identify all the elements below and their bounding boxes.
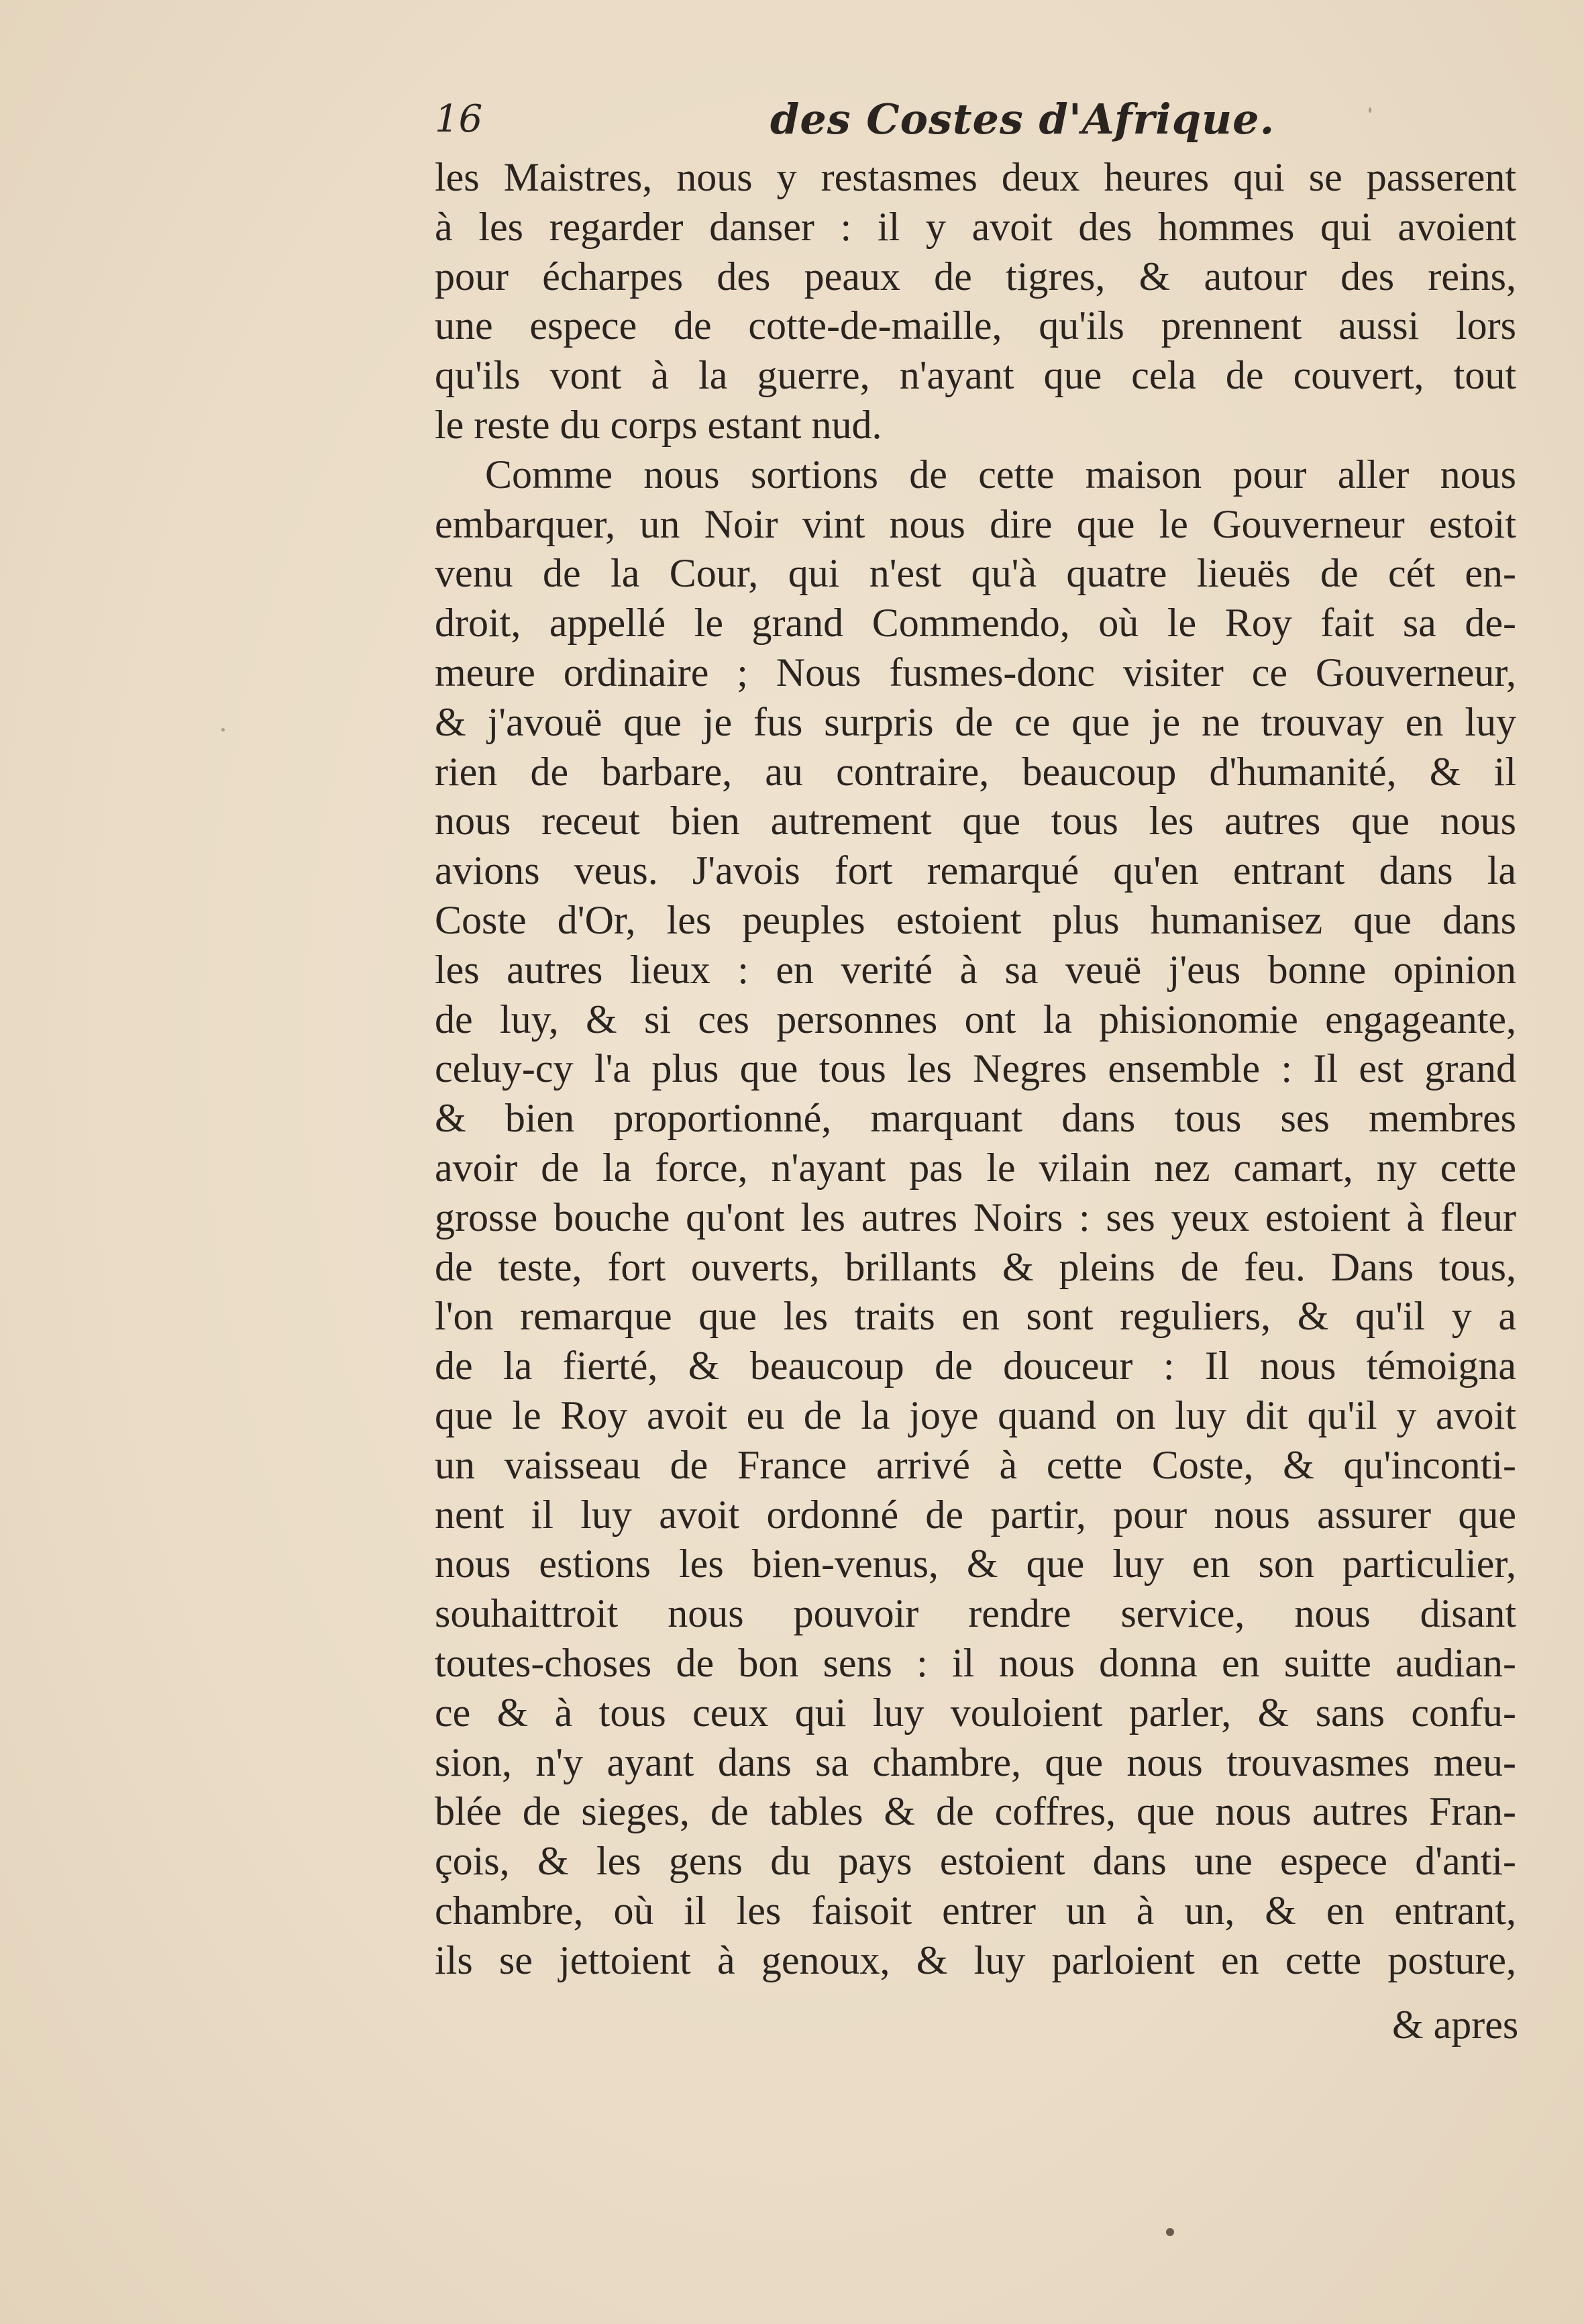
- text-line: toutes-choses de bon sens : il nous donna en suitte audian-: [435, 1640, 1516, 1685]
- text-line: que le Roy avoit eu de la joye quand on luy dit qu'il y avoit: [435, 1393, 1516, 1437]
- paper-speck: [1369, 107, 1371, 113]
- text-line: avions veus. J'avois fort remarqué qu'en entrant dans la: [435, 848, 1516, 893]
- text-line: un vaisseau de France arrivé à cette Coste, & qu'inconti-: [435, 1442, 1516, 1487]
- text-line: droit, appellé le grand Commendo, où le Roy fait sa de-: [435, 601, 1516, 646]
- paper-speck: [1166, 2228, 1174, 2236]
- text-line: blée de sieges, de tables & de coffres, que nous autres Fran-: [435, 1789, 1516, 1834]
- text-line: qu'ils vont à la guerre, n'ayant que cela de couvert, tout: [435, 353, 1516, 398]
- text-line: venu de la Cour, qui n'est qu'à quatre lieuës de cét en-: [435, 551, 1516, 596]
- text-line: nous estions les bien-venus, & que luy en son particulier,: [435, 1542, 1516, 1586]
- catchword: & apres: [1392, 2003, 1519, 2047]
- text-line: & bien proportionné, marquant dans tous ses membres: [435, 1096, 1516, 1141]
- text-line: meure ordinaire ; Nous fusmes-donc visiter ce Gouverneur,: [435, 650, 1516, 695]
- text-line: les autres lieux : en verité à sa veuë j'eus bonne opinion: [435, 947, 1516, 992]
- text-line: avoir de la force, n'ayant pas le vilain nez camart, ny cette: [435, 1145, 1516, 1190]
- text-line: & j'avouë que je fus surpris de ce que je ne trouvay en luy: [435, 699, 1516, 744]
- text-line: une espece de cotte-de-maille, qu'ils prennent aussi lors: [435, 303, 1516, 348]
- text-line: le reste du corps estant nud.: [435, 402, 882, 447]
- text-line: rien de barbare, au contraire, beaucoup d'humanité, & il: [435, 749, 1516, 794]
- text-line: embarquer, un Noir vint nous dire que le Gouverneur estoit: [435, 501, 1516, 546]
- text-line: Comme nous sortions de cette maison pour aller nous: [485, 452, 1516, 497]
- text-line: à les regarder danser : il y avoit des hommes qui avoient: [435, 204, 1516, 249]
- text-line: ce & à tous ceux qui luy vouloient parler, & sans confu-: [435, 1690, 1516, 1735]
- text-line: nous receut bien autrement que tous les autres que nous: [435, 799, 1516, 844]
- text-line: les Maistres, nous y restasmes deux heures qui se passerent: [435, 155, 1516, 199]
- page-header: [435, 93, 1516, 146]
- text-line: chambre, où il les faisoit entrer un à un, & en entrant,: [435, 1888, 1516, 1933]
- text-line: de la fierté, & beaucoup de douceur : Il nous témoigna: [435, 1344, 1516, 1388]
- text-line: çois, & les gens du pays estoient dans une espece d'anti-: [435, 1839, 1516, 1884]
- paper-speck: [221, 728, 225, 731]
- text-line: l'on remarque que les traits en sont reguliers, & qu'il y a: [435, 1294, 1516, 1339]
- text-line: souhaittroit nous pouvoir rendre service, nous disant: [435, 1591, 1516, 1636]
- text-line: ils se jettoient à genoux, & luy parloient en cette posture,: [435, 1937, 1516, 1982]
- text-line: sion, n'y ayant dans sa chambre, que nous trouvasmes meu-: [435, 1739, 1516, 1784]
- text-line: grosse bouche qu'ont les autres Noirs : ses yeux estoient à fleur: [435, 1195, 1516, 1240]
- text-line: celuy-cy l'a plus que tous les Negres ensemble : Il est grand: [435, 1046, 1516, 1091]
- running-title: des Costes d'Afrique.: [770, 95, 1275, 144]
- text-line: nent il luy avoit ordonné de partir, pour nous assurer que: [435, 1492, 1516, 1537]
- body-text: [435, 153, 1516, 1985]
- text-line: pour écharpes des peaux de tigres, & autour des reins,: [435, 254, 1516, 299]
- text-line: de luy, & si ces personnes ont la phisionomie engageante,: [435, 997, 1516, 1042]
- text-line: Coste d'Or, les peuples estoient plus humanisez que dans: [435, 897, 1516, 942]
- page-number: 16: [435, 97, 483, 141]
- text-line: de teste, fort ouverts, brillants & pleins de feu. Dans tous,: [435, 1244, 1516, 1289]
